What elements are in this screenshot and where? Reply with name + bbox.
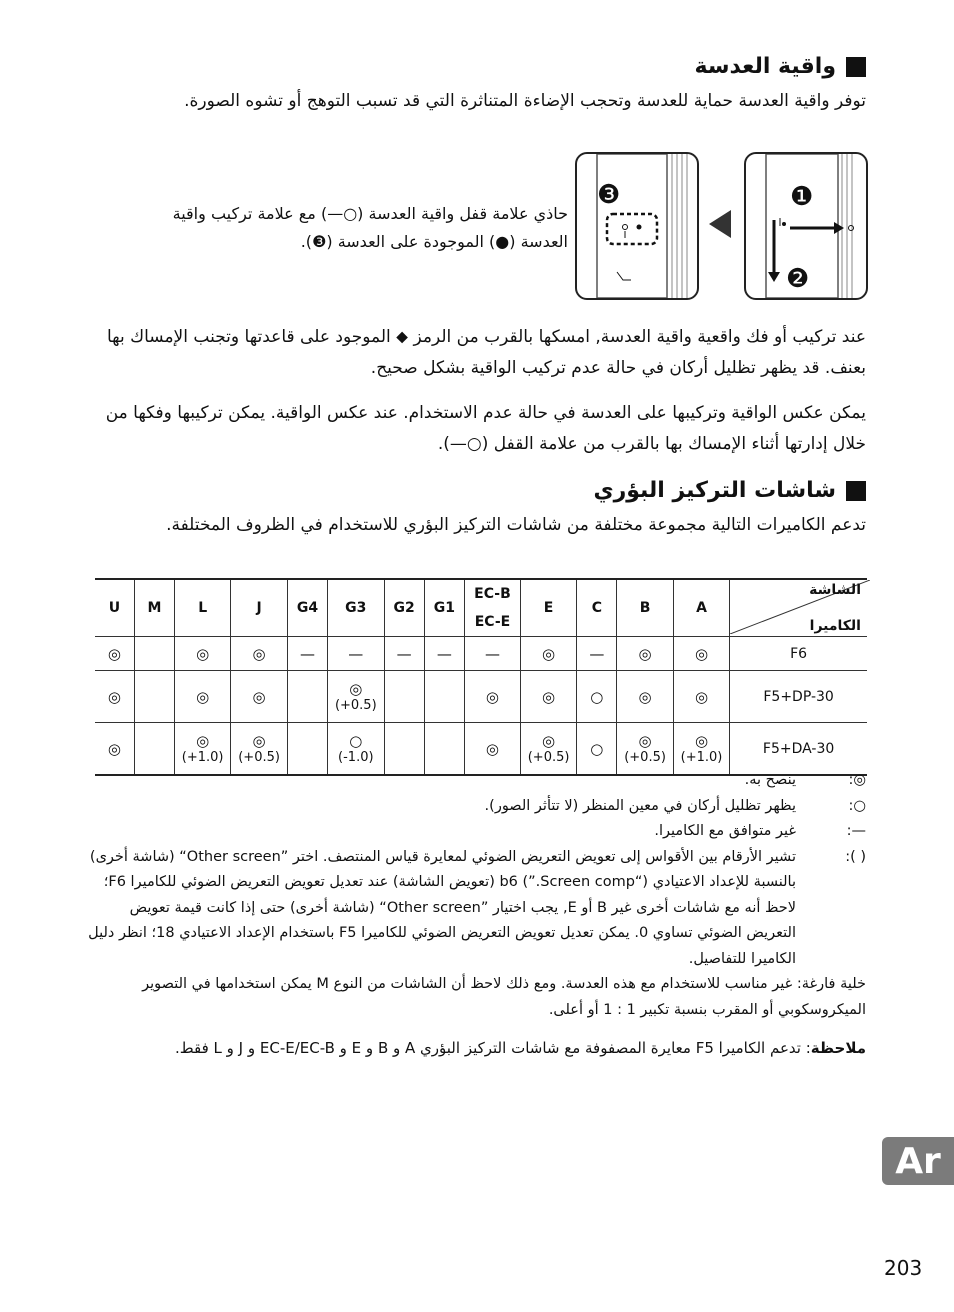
table-cell: ◎ [617,671,673,723]
table-cell: ◎ [174,637,230,671]
col-header: B [617,579,673,637]
col-header: A [673,579,729,637]
col-header: G2 [384,579,424,637]
table-cell: ○ (-1.0) [328,723,384,776]
col-header: EC-B EC-E [465,579,521,637]
table-cell: ◎ (+1.0) [174,723,230,776]
note [88,1034,866,1063]
step-3-icon: ❸ [597,180,621,210]
table-cell [384,671,424,723]
lens-hood-intro: توفر واقية العدسة حماية للعدسة وتحجب الإضاءة المتناثرة التي قد تسبب التوهج أو تشوه الصورة. [184,91,866,111]
table-cell: — [424,637,464,671]
figure-caption: حاذي علامة قفل واقية العدسة (○—) مع علامة تركيب واقية العدسة (●) الموجودة على العدسة (❸). [172,204,568,251]
focusing-screen-compat-table [95,578,867,776]
table-cell: ◎ [95,723,134,776]
legend-item [88,845,866,973]
legend-key: ( ): [845,848,866,865]
legend-text: غير متوافق مع الكاميرا. [654,823,796,839]
table-cell: — [465,637,521,671]
legend-item [88,819,866,845]
table-cell: — [384,637,424,671]
note-label: ملاحظة [810,1039,866,1057]
corner-top-label: الشاشة [809,582,861,598]
section-heading-focusing-screens [593,478,866,503]
table-cell: ◎ [174,671,230,723]
table-cell: ◎ [673,671,729,723]
lens-hood-paragraph-2: يمكن عكس الواقية وتركيبها على العدسة في حالة عدم الاستخدام. عند عكس الواقية. يمكن تركيبها وفكها من خلال إدارتها أثناء الإمساك بها بالقرب من علامة القفل (○—). [105,403,866,454]
col-header: U [108,600,121,616]
col-header: G1 [424,579,464,637]
table-cell: ◎ [465,723,521,776]
heading-square-icon [846,481,866,501]
corner-header-cell [730,579,867,637]
camera-name-cell: F5+DA-30 [730,723,867,776]
focusing-screens-heading: شاشات التركيز البؤري [593,478,836,503]
col-header: G3 [328,579,384,637]
col-header: G4 [287,579,327,637]
legend-text: تشير الأرقام بين الأقواس إلى تعويض التعريض الضوئي لمعايرة قياس المنتصف. اختر ”Other screen“ (شاشة أخرى) بالنسبة للإعداد الاعتيادي b6 (”.Screen comp“) (تعويض الشاشة) عند تعديل تعويض التعريض الضوئي للكاميرا F6؛ لاحظ أنه مع شاشات أخرى غير B أو E, يجب اختيار ”Other screen“ (شاشة أخرى) حتى إذا كانت قيمة تعويض التعريض الضوئي تساوي 0. يمكن تعديل تعويض التعريض الضوئي للكاميرا F5 باستخدام الإعداد الاعتيادي 18؛ انظر دليل الكاميرا للتفاصيل. [88,848,796,967]
focusing-screens-intro: تدعم الكاميرات التالية مجموعة مختلفة من شاشات التركيز البؤري للاستخدام في الظروف المختلفة. [166,515,866,535]
table-cell: ○ [577,671,617,723]
step-2-icon: ❷ [786,264,810,294]
heading-square-icon [846,57,866,77]
table-cell: ◎ [465,671,521,723]
table-cell: ◎ (+0.5) [231,723,287,776]
table-cell: ◎ (+1.0) [673,723,729,776]
table-cell: ◎ [95,637,134,671]
table-cell: ◎ [231,671,287,723]
legend-key: —: [846,823,866,839]
table-cell: ◎ [617,637,673,671]
legend-key: ○: [848,797,866,814]
table-cell [287,671,327,723]
legend-text: ينصح به. [744,772,796,788]
language-tab: Ar [882,1137,954,1185]
legend-item [88,768,866,794]
table-cell [134,671,174,723]
lens-hood-diagram-detached [744,152,868,300]
legend-key: ◎: [848,772,866,788]
lens-hood-drawing [577,154,697,298]
section-heading-lens-hood [694,54,866,79]
table-legend [88,768,866,1023]
table-cell [134,637,174,671]
table-cell: — [328,637,384,671]
table-row [95,637,867,671]
blank-cell-note: خلية فارغة: غير مناسب للاستخدام مع هذه العدسة. ومع ذلك لاحظ أن الشاشات من النوع M يمكن استخدامها في التصوير الميكروسكوبي أو المقرب بنسبة تكبير 1 : 1 أو أعلى. [142,976,866,1018]
lens-hood-diagram-attached [575,152,699,300]
table-row [95,671,867,723]
note-text: : تدعم الكاميرا F5 معايرة المصفوفة مع شاشات التركيز البؤري A و B و E و EC-E/EC-B و J و L فقط. [174,1039,811,1057]
col-header: J [231,579,287,637]
table-cell: — [577,637,617,671]
table-cell: ◎ [520,637,576,671]
col-header: E [520,579,576,637]
legend-text: يظهر تظليل أركان في معين المنظر (لا تتأثر الصور). [484,797,796,814]
legend-item [88,794,866,820]
lens-hood-paragraph-1: عند تركيب أو فك واقعية واقية العدسة, امسكها بالقرب من الرمز ⬥ الموجود على قاعدتها وتجنب الإمساك بها بعنف. قد يظهر تظليل أركان في حالة عدم تركيب الواقية بشكل صحيح. [106,327,866,378]
page-number: 203 [884,1256,923,1280]
camera-name-cell: F6 [730,637,867,671]
col-header: M [134,579,174,637]
step-1-icon: ❶ [790,182,814,212]
table-cell: ○ [577,723,617,776]
table-cell: ◎ (+0.5) [617,723,673,776]
table-cell: — [287,637,327,671]
table-cell: ◎ (+0.5) [328,671,384,723]
table-cell [424,671,464,723]
table-cell: ◎ [231,637,287,671]
lens-hood-heading: واقية العدسة [694,54,836,79]
table-cell: ◎ [95,671,134,723]
col-header: C [577,579,617,637]
corner-bottom-label: الكاميرا [809,618,861,634]
table-cell: ◎ [673,637,729,671]
table-cell: ◎ [520,671,576,723]
camera-name-cell: F5+DP-30 [730,671,867,723]
table-header-row [95,579,867,637]
table-cell: ◎ (+0.5) [520,723,576,776]
direction-arrow-icon [709,210,731,238]
col-header: L [174,579,230,637]
